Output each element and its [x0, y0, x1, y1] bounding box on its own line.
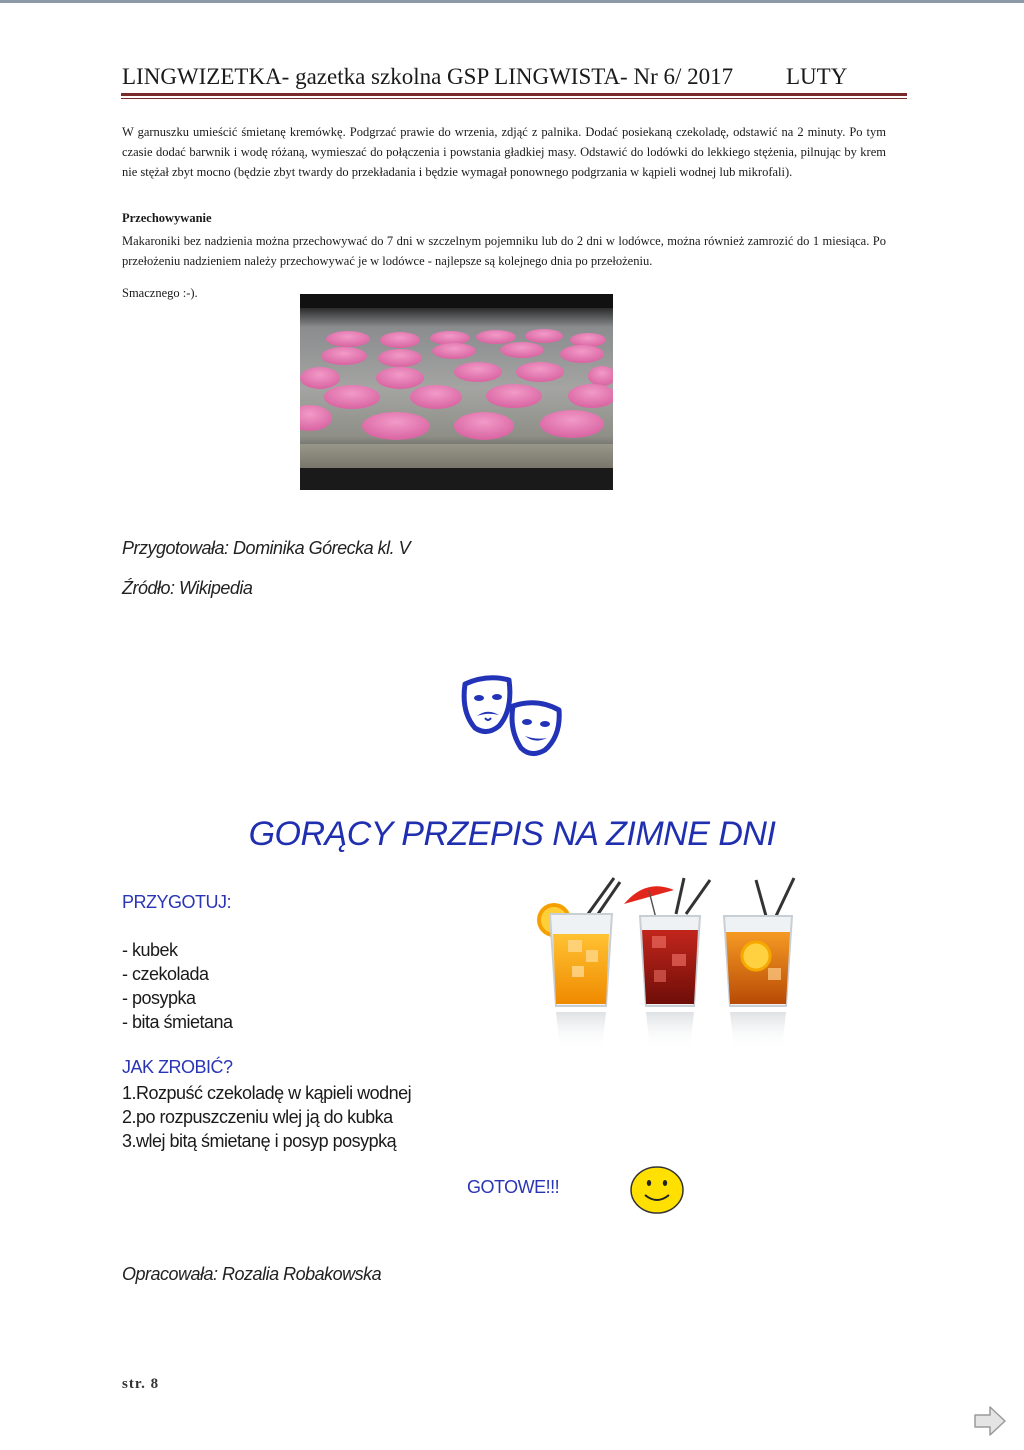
- recipe1-source: Źródło: Wikipedia: [122, 578, 253, 598]
- list-item: 1.Rozpuść czekoladę w kąpieli wodnej: [122, 1083, 412, 1103]
- macarons-photo: [300, 294, 613, 490]
- storage-heading: Przechowywanie: [122, 211, 212, 225]
- header-month: LUTY: [786, 64, 848, 89]
- header-rule-thin: [121, 98, 907, 99]
- cocktails-illustration: [528, 874, 810, 1050]
- prepare-label: PRZYGOTUJ:: [122, 892, 232, 912]
- steps-list: [122, 1081, 411, 1153]
- next-page-arrow-icon[interactable]: [972, 1404, 1008, 1438]
- how-label: JAK ZROBIĆ?: [122, 1057, 233, 1077]
- list-item: 3.wlej bitą śmietanę i posyp posypką: [122, 1131, 397, 1151]
- list-item: - czekolada: [122, 964, 209, 984]
- theater-masks-icon: [455, 670, 575, 762]
- recipe1-author: Przygotowała: Dominika Górecka kl. V: [122, 538, 411, 558]
- list-item: 2.po rozpuszczeniu wlej ją do kubka: [122, 1107, 393, 1127]
- list-item: - bita śmietana: [122, 1012, 233, 1032]
- storage-paragraph: Makaroniki bez nadzienia można przechowywać do 7 dni w szczelnym pojemniku lub do 2 dni w lodówce, można również zamrozić do 1 miesiąca. Po przełożeniu nadzieniem należy przechowywać je w lodówce - najlepsze są kolejnego dnia po przełożeniu.: [122, 234, 886, 268]
- header-rule: [121, 93, 907, 96]
- recipe2-title: GORĄCY PRZEPIS NA ZIMNE DNI: [248, 815, 776, 853]
- page-header: [122, 64, 912, 90]
- ingredients-list: [122, 938, 233, 1034]
- list-item: - kubek: [122, 940, 178, 960]
- smiley-icon: [628, 1164, 686, 1216]
- page-number: str. 8: [122, 1376, 160, 1392]
- window-top-border: [0, 0, 1024, 3]
- recipe-paragraph: W garnuszku umieścić śmietanę kremówkę. Podgrzać prawie do wrzenia, zdjąć z palnika. Dodać posiekaną czekoladę, odstawić na 2 minuty. Po tym czasie dodać barwnik i wodę różaną, wymieszać do połączenia i powstania gładkiej masy. Odstawić do lodówki do lekkiego stężenia, pilnując by krem nie stężał zbyt mocno (będzie zbyt twardy do przekładania i będzie wymagał ponownego podgrzania w kąpieli wodnej lub mikrofali).: [122, 125, 886, 179]
- closing-text: Smacznego :-).: [122, 286, 198, 300]
- recipe2-author: Opracowała: Rozalia Robakowska: [122, 1264, 382, 1284]
- header-title: LINGWIZETKA- gazetka szkolna GSP LINGWISTA- Nr 6/ 2017: [122, 64, 734, 89]
- list-item: - posypka: [122, 988, 196, 1008]
- done-text: GOTOWE!!!: [467, 1177, 560, 1197]
